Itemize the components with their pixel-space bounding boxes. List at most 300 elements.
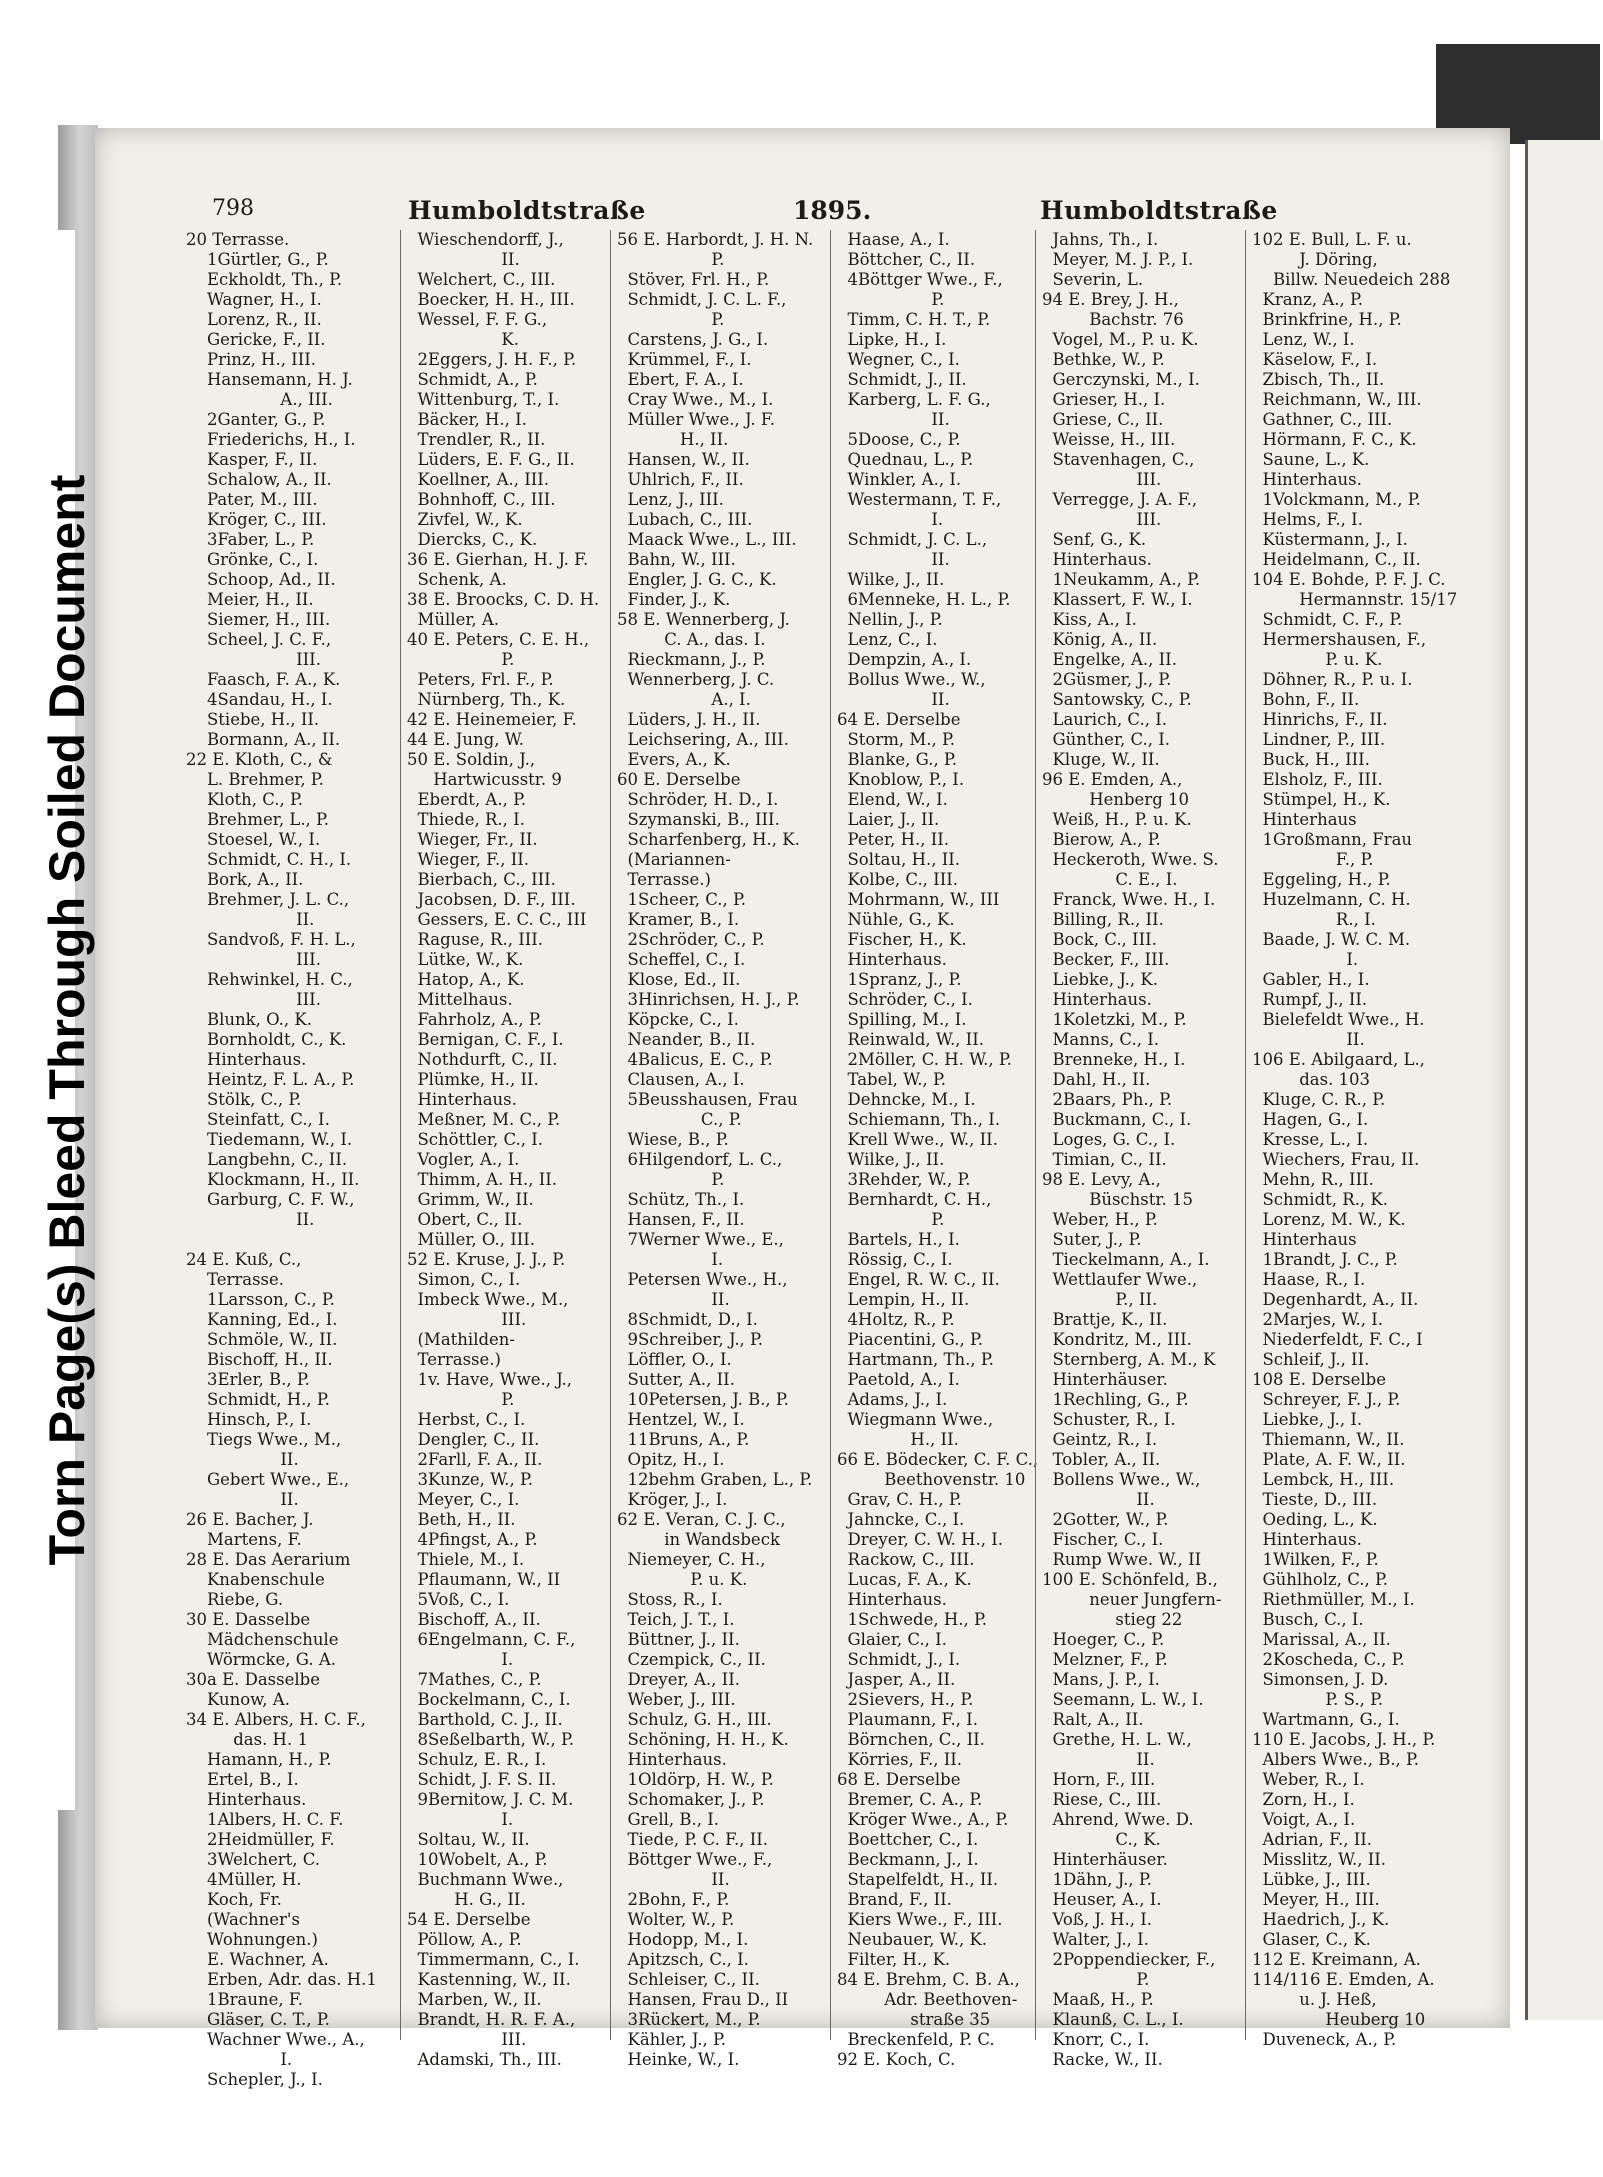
directory-entry: Grieser, H., I. bbox=[1042, 390, 1166, 409]
directory-entry: II. bbox=[407, 250, 520, 269]
directory-entry: Peters, Frl. F., P. bbox=[407, 670, 554, 689]
directory-entry: Timian, C., II. bbox=[1042, 1150, 1167, 1169]
directory-entry: Plate, A. F. W., II. bbox=[1252, 1450, 1406, 1469]
directory-entry: Schröder, H. D., I. bbox=[617, 790, 779, 809]
directory-entry: Heidelmann, C., II. bbox=[1252, 550, 1421, 569]
directory-entry: 1v. Have, Wwe., J., bbox=[407, 1370, 573, 1389]
directory-entry: Büschstr. 15 bbox=[1042, 1190, 1193, 1209]
running-title-left: Humboldtstraße bbox=[408, 196, 646, 225]
directory-entry: 4Holtz, R., P. bbox=[837, 1310, 955, 1329]
directory-entry: Grimm, W., II. bbox=[407, 1190, 534, 1209]
directory-entry: I. bbox=[407, 1650, 514, 1669]
directory-entry: 3Welchert, C. bbox=[186, 1850, 321, 1869]
directory-entry: P., II. bbox=[1042, 1290, 1158, 1309]
directory-entry: Hansemann, H. J. bbox=[186, 370, 353, 389]
directory-entry: Racke, W., II. bbox=[1042, 2050, 1163, 2069]
directory-entry: Elsholz, F., III. bbox=[1252, 770, 1383, 789]
directory-entry: 108 E. Derselbe bbox=[1252, 1370, 1386, 1389]
directory-entry: II. bbox=[1042, 1750, 1155, 1769]
directory-entry: 7Werner Wwe., E., bbox=[617, 1230, 784, 1249]
directory-entry: Szymanski, B., III. bbox=[617, 810, 780, 829]
directory-entry: Stoesel, W., I. bbox=[186, 830, 321, 849]
directory-entry: Tiede, P. C. F., II. bbox=[617, 1830, 769, 1849]
directory-entry: Koellner, A., III. bbox=[407, 470, 550, 489]
directory-entry: Kunow, A. bbox=[186, 1690, 290, 1709]
directory-entry: Lüders, E. F. G., II. bbox=[407, 450, 575, 469]
directory-entry: Franck, Wwe. H., I. bbox=[1042, 890, 1216, 909]
directory-entry: E. Wachner, A. bbox=[186, 1950, 329, 1969]
directory-entry: H., II. bbox=[837, 1430, 959, 1449]
directory-entry: Wegner, C., I. bbox=[837, 350, 960, 369]
directory-entry: 42 E. Heinemeier, F. bbox=[407, 710, 577, 729]
directory-entry: Dengler, C., II. bbox=[407, 1430, 540, 1449]
directory-entry: Wörmcke, G. A. bbox=[186, 1650, 337, 1669]
directory-entry: Opitz, H., I. bbox=[617, 1450, 725, 1469]
directory-entry: 6Menneke, H. L., P. bbox=[837, 590, 1011, 609]
directory-entry: Manns, C., I. bbox=[1042, 1030, 1159, 1049]
directory-entry: Beth, H., II. bbox=[407, 1510, 516, 1529]
directory-entry: Lucas, F. A., K. bbox=[837, 1570, 972, 1589]
directory-entry: Lembck, H., III. bbox=[1252, 1470, 1395, 1489]
directory-entry: Schleif, J., II. bbox=[1252, 1350, 1370, 1369]
directory-entry: Jahns, Th., I. bbox=[1042, 230, 1159, 249]
directory-entry: Hoeger, C., P. bbox=[1042, 1630, 1165, 1649]
directory-entry: Zorn, H., I. bbox=[1252, 1790, 1355, 1809]
directory-entry: Gebert Wwe., E., bbox=[186, 1470, 350, 1489]
directory-entry: Lenz, J., III. bbox=[617, 490, 724, 509]
directory-entry: Ebert, F. A., I. bbox=[617, 370, 744, 389]
directory-entry: Brandt, H. R. F. A., bbox=[407, 2010, 576, 2029]
directory-entry: 9Schreiber, J., P. bbox=[617, 1330, 764, 1349]
directory-entry: 2Eggers, J. H. F., P. bbox=[407, 350, 577, 369]
directory-entry: Schenk, A. bbox=[407, 570, 507, 589]
directory-entry: Suter, J., P. bbox=[1042, 1230, 1142, 1249]
directory-entry: Sutter, A., II. bbox=[617, 1370, 735, 1389]
directory-entry: Schmöle, W., II. bbox=[186, 1330, 338, 1349]
directory-entry: Tobler, A., II. bbox=[1042, 1450, 1161, 1469]
directory-entry: 114/116 E. Emden, A. bbox=[1252, 1970, 1435, 1989]
directory-entry: Kluge, C. R., P. bbox=[1252, 1090, 1386, 1109]
directory-entry: II. bbox=[186, 910, 315, 929]
directory-entry: Schmidt, C. F., P. bbox=[1252, 610, 1403, 629]
directory-entry: Engelke, A., II. bbox=[1042, 650, 1177, 669]
directory-entry: Beethovenstr. 10 bbox=[837, 1470, 1026, 1489]
directory-entry: 1Oldörp, H. W., P. bbox=[617, 1770, 774, 1789]
directory-entry: 1Neukamm, A., P. bbox=[1042, 570, 1201, 589]
directory-entry: 1Gürtler, G., P. bbox=[186, 250, 329, 269]
directory-entry: Henberg 10 bbox=[1042, 790, 1190, 809]
directory-entry: Engler, J. G. C., K. bbox=[617, 570, 777, 589]
directory-entry: C., K. bbox=[1042, 1830, 1161, 1849]
directory-column-4 bbox=[830, 230, 1039, 2069]
directory-entry: 36 E. Gierhan, H. J. F. bbox=[407, 550, 589, 569]
directory-entry: Brehmer, L., P. bbox=[186, 810, 330, 829]
directory-entry: Bierow, A., P. bbox=[1042, 830, 1161, 849]
directory-entry: 64 E. Derselbe bbox=[837, 710, 961, 729]
directory-entry: Stiebe, H., II. bbox=[186, 710, 320, 729]
directory-entry: Zbisch, Th., II. bbox=[1252, 370, 1385, 389]
directory-entry: Kanning, Ed., I. bbox=[186, 1310, 338, 1329]
directory-entry: P. bbox=[617, 310, 725, 329]
page-number: 798 bbox=[212, 196, 254, 221]
running-title-right: Humboldtstraße bbox=[1040, 196, 1278, 225]
directory-entry: Kramer, B., I. bbox=[617, 910, 740, 929]
directory-entry: Kröger Wwe., A., P. bbox=[837, 1810, 1009, 1829]
directory-entry: Petersen Wwe., H., bbox=[617, 1270, 788, 1289]
directory-entry: I. bbox=[837, 510, 944, 529]
directory-entry: 52 E. Kruse, J. J., P. bbox=[407, 1250, 566, 1269]
directory-entry: III. bbox=[1042, 510, 1162, 529]
directory-entry: Schleiser, C., II. bbox=[617, 1970, 760, 1989]
directory-entry: Hansen, F., II. bbox=[617, 1210, 745, 1229]
directory-entry: Kasper, F., II. bbox=[186, 450, 318, 469]
directory-entry: P. bbox=[1042, 1970, 1150, 1989]
directory-entry: Gühlholz, C., P. bbox=[1252, 1570, 1388, 1589]
directory-entry: Adr. Beethoven- bbox=[837, 1990, 1018, 2009]
directory-entry: Weisse, H., III. bbox=[1042, 430, 1176, 449]
directory-entry: Bierbach, C., III. bbox=[407, 870, 556, 889]
directory-entry: Busch, C., I. bbox=[1252, 1610, 1364, 1629]
directory-entry: Brand, F., II. bbox=[837, 1890, 952, 1909]
directory-entry: Knorr, C., I. bbox=[1042, 2030, 1150, 2049]
directory-entry: Verregge, J. A. F., bbox=[1042, 490, 1198, 509]
directory-entry: Weiß, H., P. u. K. bbox=[1042, 810, 1192, 829]
directory-entry: Gessers, E. C. C., III bbox=[407, 910, 587, 929]
directory-entry: Brattje, K., II. bbox=[1042, 1310, 1168, 1329]
directory-entry: Clausen, A., I. bbox=[617, 1070, 745, 1089]
directory-entry: Karberg, L. F. G., bbox=[837, 390, 991, 409]
directory-entry: 68 E. Derselbe bbox=[837, 1770, 961, 1789]
directory-entry: Bohnhoff, C., III. bbox=[407, 490, 556, 509]
directory-entry: Buckmann, C., I. bbox=[1042, 1110, 1192, 1129]
directory-entry: Severin, L. bbox=[1042, 270, 1144, 289]
directory-entry: Gericke, F., II. bbox=[186, 330, 326, 349]
directory-entry: 94 E. Brey, J. H., bbox=[1042, 290, 1179, 309]
directory-entry: Bischoff, H., II. bbox=[186, 1350, 333, 1369]
directory-entry: Filter, H., K. bbox=[837, 1950, 951, 1969]
directory-entry: Westermann, T. F., bbox=[837, 490, 1002, 509]
directory-entry: Wiechers, Frau, II. bbox=[1252, 1150, 1420, 1169]
directory-entry: Wettlaufer Wwe., bbox=[1042, 1270, 1198, 1289]
directory-entry: Koch, Fr. bbox=[186, 1890, 282, 1909]
directory-entry: Billing, R., II. bbox=[1042, 910, 1164, 929]
directory-entry: 2Gotter, W., P. bbox=[1042, 1510, 1169, 1529]
directory-entry: Hamann, H., P. bbox=[186, 1750, 332, 1769]
directory-entry: Bischoff, A., II. bbox=[407, 1610, 541, 1629]
directory-entry: 56 E. Harbordt, J. H. N. bbox=[617, 230, 814, 249]
directory-entry: Zivfel, W., K. bbox=[407, 510, 523, 529]
directory-entry: 3Rehder, W., P. bbox=[837, 1170, 971, 1189]
directory-entry: A., III. bbox=[186, 390, 333, 409]
directory-entry: Stapelfeldt, H., II. bbox=[837, 1870, 999, 1889]
directory-entry: Schmidt, A., P. bbox=[407, 370, 538, 389]
directory-entry: Thimm, A. H., II. bbox=[407, 1170, 557, 1189]
directory-entry: C. A., das. I. bbox=[617, 630, 766, 649]
directory-entry: Kiss, A., I. bbox=[1042, 610, 1137, 629]
directory-entry: Pöllow, A., P. bbox=[407, 1930, 522, 1949]
directory-entry: 3Erler, B., P. bbox=[186, 1370, 310, 1389]
directory-entry: Nürnberg, Th., K. bbox=[407, 690, 566, 709]
directory-column-1 bbox=[180, 230, 401, 2089]
directory-entry: 6Hilgendorf, L. C., bbox=[617, 1150, 783, 1169]
directory-entry: 1Brandt, J. C., P. bbox=[1252, 1250, 1398, 1269]
directory-entry: Maaß, H., P. bbox=[1042, 1990, 1154, 2009]
directory-entry: Tieckelmann, A., I. bbox=[1042, 1250, 1210, 1269]
directory-entry: Döhner, R., P. u. I. bbox=[1252, 670, 1413, 689]
directory-entry: Grethe, H. L. W., bbox=[1042, 1730, 1192, 1749]
directory-entry: 2Schröder, C., P. bbox=[617, 930, 765, 949]
directory-entry: Rackow, C., III. bbox=[837, 1550, 975, 1569]
directory-entry: Hentzel, W., I. bbox=[617, 1410, 745, 1429]
directory-entry: Raguse, R., III. bbox=[407, 930, 543, 949]
directory-entry: Wennerberg, J. C. bbox=[617, 670, 775, 689]
directory-entry: II. bbox=[837, 690, 950, 709]
directory-entry: 102 E. Bull, L. F. u. bbox=[1252, 230, 1412, 249]
directory-entry: Wolter, W., P. bbox=[617, 1910, 735, 1929]
directory-entry: 1Albers, H. C. F. bbox=[186, 1810, 344, 1829]
directory-entry: Schomaker, J., P. bbox=[617, 1790, 765, 1809]
directory-entry: Schreyer, F. J., P. bbox=[1252, 1390, 1401, 1409]
directory-entry: das. H. 1 bbox=[186, 1730, 308, 1749]
directory-entry: Terrasse.) bbox=[617, 870, 711, 889]
directory-entry: Lipke, H., I. bbox=[837, 330, 947, 349]
directory-entry: Soltau, W., II. bbox=[407, 1830, 530, 1849]
directory-entry: Wilke, J., II. bbox=[837, 570, 945, 589]
directory-entry: Stoss, R., I. bbox=[617, 1590, 723, 1609]
directory-entry: Stümpel, H., K. bbox=[1252, 790, 1391, 809]
directory-entry: Mädchenschule bbox=[186, 1630, 339, 1649]
directory-entry: 1Braune, F. bbox=[186, 1990, 303, 2009]
directory-entry: Horn, F., III. bbox=[1042, 1770, 1156, 1789]
directory-entry: Brenneke, H., I. bbox=[1042, 1050, 1186, 1069]
directory-entry: Bock, C., III. bbox=[1042, 930, 1157, 949]
directory-entry: Meyer, C., I. bbox=[407, 1490, 520, 1509]
directory-entry: 54 E. Derselbe bbox=[407, 1910, 531, 1929]
directory-entry: Bollens Wwe., W., bbox=[1042, 1470, 1201, 1489]
directory-entry: u. J. Heß, bbox=[1252, 1990, 1377, 2009]
directory-entry: Heckeroth, Wwe. S. bbox=[1042, 850, 1219, 869]
directory-entry: Gabler, H., I. bbox=[1252, 970, 1370, 989]
directory-entry: Hinterhaus. bbox=[407, 1090, 517, 1109]
directory-entry: Kiers Wwe., F., III. bbox=[837, 1910, 1003, 1929]
directory-entry: C. E., I. bbox=[1042, 870, 1178, 889]
directory-entry: König, A., II. bbox=[1042, 630, 1158, 649]
directory-entry: Brinkfrine, H., P. bbox=[1252, 310, 1402, 329]
directory-entry: Gläser, C. T., P. bbox=[186, 2010, 330, 2029]
directory-entry: Walter, J., I. bbox=[1042, 1930, 1149, 1949]
directory-entry: Stölk, C., P. bbox=[186, 1090, 302, 1109]
directory-entry: 34 E. Albers, H. C. F., bbox=[186, 1710, 366, 1729]
directory-entry: Buchmann Wwe., bbox=[407, 1870, 564, 1889]
directory-entry: Buck, H., III. bbox=[1252, 750, 1370, 769]
directory-entry: Büttner, J., II. bbox=[617, 1630, 740, 1649]
directory-entry: 4Sandau, H., I. bbox=[186, 690, 333, 709]
directory-entry: 84 E. Brehm, C. B. A., bbox=[837, 1970, 1020, 1989]
directory-entry: Nellin, J., P. bbox=[837, 610, 943, 629]
directory-column-3 bbox=[610, 230, 832, 2069]
directory-entry: Dempzin, A., I. bbox=[837, 650, 972, 669]
directory-entry: Laier, J., II. bbox=[837, 810, 940, 829]
directory-entry: Mans, J. P., I. bbox=[1042, 1670, 1160, 1689]
directory-entry: Mehn, R., III. bbox=[1252, 1170, 1374, 1189]
directory-entry: Weber, R., I. bbox=[1252, 1770, 1365, 1789]
directory-entry: Bollus Wwe., W., bbox=[837, 670, 986, 689]
directory-entry: Wohnungen.) bbox=[186, 1930, 318, 1949]
directory-entry: Meßner, M. C., P. bbox=[407, 1110, 561, 1129]
directory-entry: Neubauer, W., K. bbox=[837, 1930, 988, 1949]
directory-entry: 1Spranz, J., P. bbox=[837, 970, 962, 989]
directory-entry: Adrian, F., II. bbox=[1252, 1830, 1372, 1849]
directory-entry: 1Scheer, C., P. bbox=[617, 890, 747, 909]
directory-entry: Schoop, Ad., II. bbox=[186, 570, 336, 589]
directory-entry: Reichmann, W., III. bbox=[1252, 390, 1422, 409]
directory-entry: Soltau, H., II. bbox=[837, 850, 960, 869]
directory-entry: 3Faber, L., P. bbox=[186, 530, 315, 549]
directory-entry: Schulz, G. H., III. bbox=[617, 1710, 772, 1729]
directory-entry: Rieckmann, J., P. bbox=[617, 650, 766, 669]
directory-entry: Hinterhäuser. bbox=[1042, 1850, 1168, 1869]
directory-entry: Uhlrich, F., II. bbox=[617, 470, 744, 489]
directory-entry: Quednau, L., P. bbox=[837, 450, 974, 469]
directory-entry: Schepler, J., I. bbox=[186, 2070, 323, 2089]
directory-entry: Adams, J., I. bbox=[837, 1390, 948, 1409]
directory-entry: II. bbox=[1042, 1490, 1155, 1509]
directory-entry: Klockmann, H., II. bbox=[186, 1170, 360, 1189]
directory-entry: Bernhardt, C. H., bbox=[837, 1190, 992, 1209]
directory-entry: P. bbox=[617, 1170, 725, 1189]
directory-entry: Lüders, J. H., II. bbox=[617, 710, 761, 729]
directory-entry: Wartmann, G., I. bbox=[1252, 1710, 1400, 1729]
directory-entry: Hinrichs, F., II. bbox=[1252, 710, 1388, 729]
directory-entry: Haedrich, J., K. bbox=[1252, 1910, 1390, 1929]
directory-entry: 3Rückert, M., P. bbox=[617, 2010, 761, 2029]
directory-entry: L. Brehmer, P. bbox=[186, 770, 324, 789]
directory-entry: Scheel, J. C. F., bbox=[186, 630, 332, 649]
directory-entry: Riese, C., III. bbox=[1042, 1790, 1162, 1809]
directory-entry: Wagner, H., I. bbox=[186, 290, 322, 309]
directory-entry: Lindner, P., III. bbox=[1252, 730, 1386, 749]
directory-entry: I. bbox=[617, 1250, 724, 1269]
directory-entry: 3Hinrichsen, H. J., P. bbox=[617, 990, 800, 1009]
directory-entry: Bremer, C. A., P. bbox=[837, 1790, 983, 1809]
directory-entry: Eckholdt, Th., P. bbox=[186, 270, 343, 289]
directory-entry: 38 E. Broocks, C. D. H. bbox=[407, 590, 600, 609]
directory-entry: Haase, A., I. bbox=[837, 230, 950, 249]
directory-entry: 2Koscheda, C., P. bbox=[1252, 1650, 1405, 1669]
directory-entry: P. bbox=[617, 250, 725, 269]
directory-entry: 40 E. Peters, C. E. H., bbox=[407, 630, 590, 649]
directory-entry: Köpcke, C., I. bbox=[617, 1010, 739, 1029]
directory-entry: Hagen, G., I. bbox=[1252, 1110, 1369, 1129]
directory-entry: Huzelmann, C. H. bbox=[1252, 890, 1411, 909]
directory-entry: Hartmann, Th., P. bbox=[837, 1350, 994, 1369]
directory-entry: 1Larsson, C., P. bbox=[186, 1290, 335, 1309]
directory-entry: (Mathilden- bbox=[407, 1330, 515, 1349]
directory-entry: 2Ganter, G., P. bbox=[186, 410, 326, 429]
directory-entry: Bethke, W., P. bbox=[1042, 350, 1165, 369]
directory-entry: 98 E. Levy, A., bbox=[1042, 1170, 1161, 1189]
directory-entry: Neander, B., II. bbox=[617, 1030, 756, 1049]
directory-entry: Eberdt, A., P. bbox=[407, 790, 527, 809]
directory-entry: Niederfeldt, F. C., I bbox=[1252, 1330, 1423, 1349]
directory-entry: 3Kunze, W., P. bbox=[407, 1470, 533, 1489]
directory-entry: 1Volckmann, M., P. bbox=[1252, 490, 1421, 509]
directory-entry: Nühle, G., K. bbox=[837, 910, 955, 929]
directory-entry: Böttger Wwe., F., bbox=[617, 1850, 773, 1869]
directory-entry: Simonsen, J. D. bbox=[1252, 1670, 1389, 1689]
directory-entry: Sternberg, A. M., K bbox=[1042, 1350, 1216, 1369]
directory-entry: das. 103 bbox=[1252, 1070, 1371, 1089]
directory-entry: Laurich, C., I. bbox=[1042, 710, 1167, 729]
directory-entry: Mohrmann, W., III bbox=[837, 890, 1000, 909]
directory-entry: Albers Wwe., B., P. bbox=[1252, 1750, 1420, 1769]
directory-entry: Brehmer, J. L. C., bbox=[186, 890, 350, 909]
directory-entry: Schöning, H. H., K. bbox=[617, 1730, 789, 1749]
directory-entry: Hermannstr. 15/17 bbox=[1252, 590, 1458, 609]
directory-entry: K. bbox=[407, 330, 519, 349]
directory-entry: 5Doose, C., P. bbox=[837, 430, 961, 449]
directory-entry: 1Koletzki, M., P. bbox=[1042, 1010, 1187, 1029]
directory-entry: A., I. bbox=[617, 690, 751, 709]
directory-entry: Schmidt, J., I. bbox=[837, 1650, 961, 1669]
directory-entry: Bernigan, C. F., I. bbox=[407, 1030, 564, 1049]
directory-entry: Klaunß, C. L., I. bbox=[1042, 2010, 1184, 2029]
directory-entry: Lübke, J., III. bbox=[1252, 1870, 1371, 1889]
directory-entry: Bahn, W., III. bbox=[617, 550, 736, 569]
directory-entry: Kranz, A., P. bbox=[1252, 290, 1364, 309]
directory-entry: Becker, F., III. bbox=[1042, 950, 1170, 969]
directory-entry: Trendler, R., II. bbox=[407, 430, 546, 449]
directory-entry: Eggeling, H., P. bbox=[1252, 870, 1391, 889]
directory-entry: Schröder, C., I. bbox=[837, 990, 973, 1009]
directory-entry: 4Pfingst, A., P. bbox=[407, 1530, 538, 1549]
directory-entry: Tabel, W., P. bbox=[837, 1070, 946, 1089]
directory-entry: 2Farll, F. A., II. bbox=[407, 1450, 543, 1469]
directory-entry: Schmidt, J. C. L. F., bbox=[617, 290, 787, 309]
directory-entry: Schmidt, C. H., I. bbox=[186, 850, 352, 869]
directory-entry: Steinfatt, C., I. bbox=[186, 1110, 330, 1129]
directory-entry: H. G., II. bbox=[407, 1890, 526, 1909]
directory-entry: Lubach, C., III. bbox=[617, 510, 753, 529]
directory-entry: 112 E. Kreimann, A. bbox=[1252, 1950, 1421, 1969]
directory-entry: Hinterhaus. bbox=[1042, 550, 1152, 569]
directory-entry: Adamski, Th., III. bbox=[407, 2050, 562, 2069]
directory-entry: 2Güsmer, J., P. bbox=[1042, 670, 1172, 689]
directory-entry: 44 E. Jung, W. bbox=[407, 730, 525, 749]
directory-entry: Schmidt, H., P. bbox=[186, 1390, 330, 1409]
directory-entry: Welchert, C., III. bbox=[407, 270, 556, 289]
directory-entry: 96 E. Emden, A., bbox=[1042, 770, 1183, 789]
directory-entry: Tiegs Wwe., M., bbox=[186, 1430, 342, 1449]
directory-entry: Jacobsen, D. F., III. bbox=[407, 890, 576, 909]
directory-entry: J. Döring, bbox=[1252, 250, 1378, 269]
directory-entry: Weber, H., P. bbox=[1042, 1210, 1158, 1229]
directory-entry: II. bbox=[186, 1490, 299, 1509]
directory-entry: Vogel, M., P. u. K. bbox=[1042, 330, 1199, 349]
directory-entry: Hinterhaus. bbox=[617, 1750, 727, 1769]
directory-entry: Scharfenberg, H., K. bbox=[617, 830, 800, 849]
facing-page-edge bbox=[1525, 140, 1603, 2020]
directory-entry: Sandvoß, F. H. L., bbox=[186, 930, 356, 949]
directory-entry: Klose, Ed., II. bbox=[617, 970, 741, 989]
directory-entry: Scheffel, C., I. bbox=[617, 950, 746, 969]
directory-entry: Lorenz, M. W., K. bbox=[1252, 1210, 1406, 1229]
scan-stamp-text: Torn Page(s) Bleed Through Soiled Document bbox=[39, 474, 95, 1566]
directory-entry: Körries, F., II. bbox=[837, 1750, 962, 1769]
directory-entry: Hansen, W., II. bbox=[617, 450, 750, 469]
directory-entry: 6Engelmann, C. F., bbox=[407, 1630, 576, 1649]
directory-entry: 7Mathes, C., P. bbox=[407, 1670, 542, 1689]
